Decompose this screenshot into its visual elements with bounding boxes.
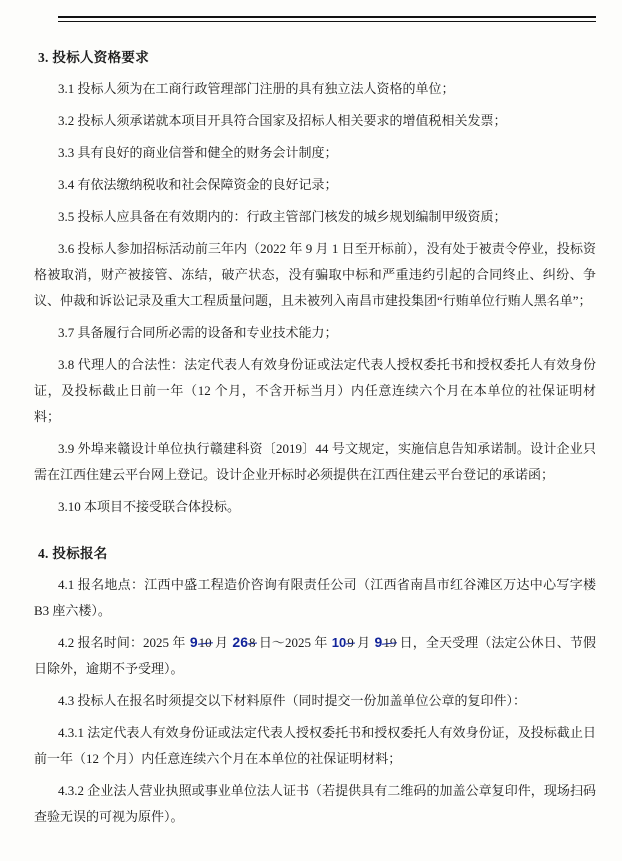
clause-4-2-annotated bbox=[34, 630, 600, 682]
handwritten-day-1: 26 bbox=[232, 634, 248, 650]
clause-4-2-suffix: 日，全天受理（法定公休日、节假日除外，逾期不予受理）。 bbox=[34, 635, 596, 676]
clause-3-7: 3.7 具备履行合同所必需的设备和专业技术能力； bbox=[58, 325, 338, 340]
clause-4-2-mid-2: 日～2025 年 bbox=[255, 635, 331, 650]
clause-4-2-mid-3: 月 bbox=[353, 635, 374, 650]
date-edit-month-2 bbox=[331, 635, 354, 650]
clause-3-8: 3.8 代理人的合法性：法定代表人有效身份证或法定代表人授权委托书和授权委托人有效身份证，及投标截止日前一年（12 个月，不含开标当月）内任意连续六个月在本单位的社保证明材料； bbox=[34, 357, 596, 424]
clause-4-1: 4.1 报名地点：江西中盛工程造价咨询有限责任公司（江西省南昌市红谷滩区万达中心写字楼 B3 座六楼）。 bbox=[34, 577, 596, 618]
clause-4-2-mid-1: 月 bbox=[211, 635, 232, 650]
clause-3-2: 3.2 投标人须承诺就本项目开具符合国家及招标人相关要求的增值税相关发票； bbox=[58, 113, 507, 128]
struck-day-1: 8 bbox=[248, 635, 256, 650]
clause-4-3: 4.3 投标人在报名时须提交以下材料原件（同时提交一份加盖单位公章的复印件）： bbox=[58, 693, 527, 708]
clause-3-5: 3.5 投标人应具备在有效期内的：行政主管部门核发的城乡规划编制甲级资质； bbox=[58, 209, 507, 224]
header-rule-thick bbox=[58, 16, 596, 18]
struck-month-2: 9 bbox=[347, 635, 354, 650]
handwritten-month-1: 9 bbox=[189, 634, 198, 650]
clause-3-10: 3.10 本项目不接受联合体投标。 bbox=[58, 499, 241, 514]
section-heading-3: 3. 投标人资格要求 bbox=[38, 50, 149, 65]
clause-3-4: 3.4 有依法缴纳税收和社会保障资金的良好记录； bbox=[58, 177, 338, 192]
handwritten-day-2: 9 bbox=[374, 634, 383, 650]
clause-4-2-prefix: 4.2 报名时间：2025 年 bbox=[58, 635, 189, 650]
clause-3-1: 3.1 投标人须为在工商行政管理部门注册的具有独立法人资格的单位； bbox=[58, 81, 455, 96]
clause-3-9: 3.9 外埠来赣设计单位执行赣建科资〔2019〕44 号文规定，实施信息告知承诺制。设计企业只需在江西住建云平台网上登记。设计企业开标时必须提供在江西住建云平台登记的承诺函； bbox=[34, 441, 596, 482]
document-content bbox=[34, 36, 600, 836]
clause-3-6: 3.6 投标人参加招标活动前三年内（2022 年 9 月 1 日至开标前），没有处于被责令停业，投标资格被取消，财产被接管、冻结，破产状态，没有骗取中标和严重违约引起的合同终止、纠纷、争议、仲裁和诉讼记录及重大工程质量问题，且未被列入南昌市建投集团“行贿单位行贿人黑名单”； bbox=[34, 241, 596, 308]
clause-3-3: 3.3 具有良好的商业信誉和健全的财务会计制度； bbox=[58, 145, 338, 160]
clause-4-3-2: 4.3.2 企业法人营业执照或事业单位法人证书（若提供具有二维码的加盖公章复印件，现场扫码查验无误的可视为原件）。 bbox=[34, 783, 596, 824]
header-rule-thin bbox=[58, 21, 596, 22]
date-edit-day-1 bbox=[231, 635, 255, 650]
date-edit-month-1 bbox=[189, 635, 212, 650]
struck-day-2: 19 bbox=[383, 635, 397, 650]
section-heading-4: 4. 投标报名 bbox=[38, 546, 108, 561]
date-edit-day-2 bbox=[374, 635, 397, 650]
clause-4-3-1: 4.3.1 法定代表人有效身份证或法定代表人授权委托书和授权委托人有效身份证，及投标截止日前一年（12 个月）内任意连续六个月在本单位的社保证明材料； bbox=[34, 725, 596, 766]
handwritten-month-2: 10 bbox=[331, 635, 347, 650]
struck-month-1: 10 bbox=[198, 635, 212, 650]
